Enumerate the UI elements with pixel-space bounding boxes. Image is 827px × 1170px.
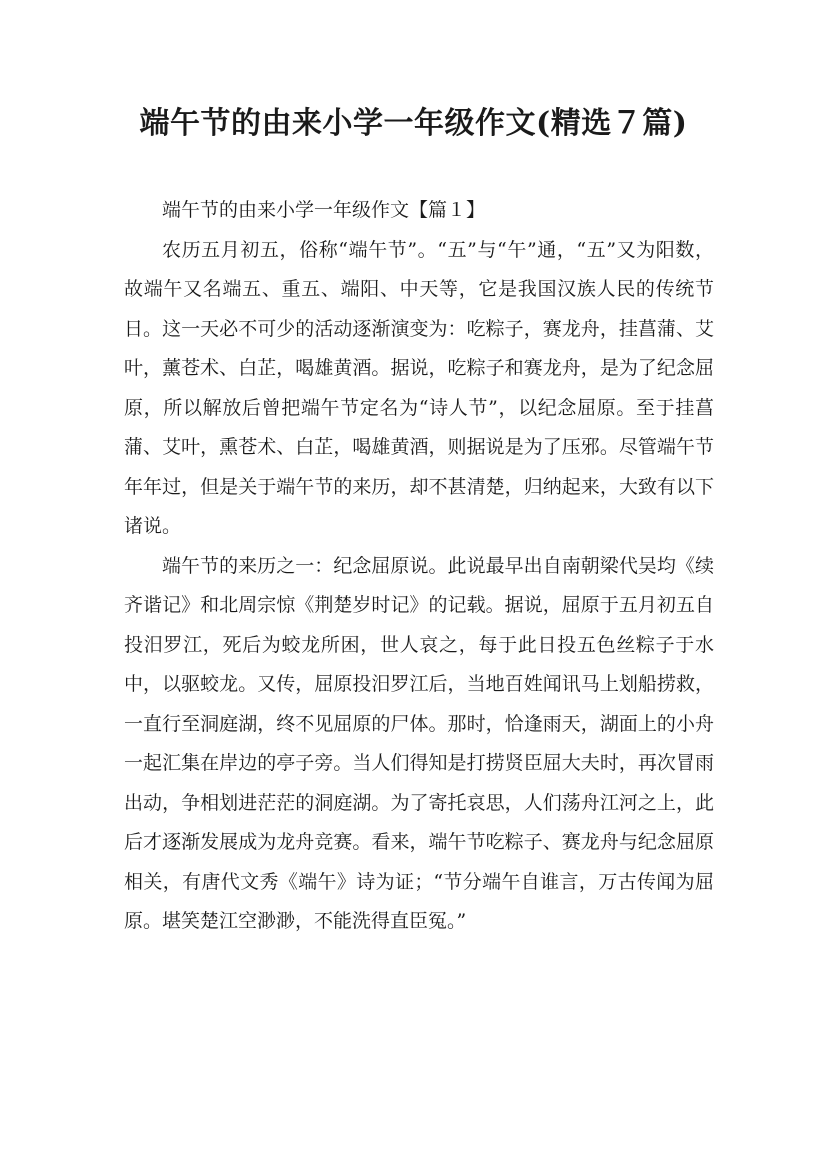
paragraph-1: 农历五月初五，俗称“端午节”。“五”与“午”通，“五”又为阳数，故端午又名端五、重五、端阳、中天等，它是我国汉族人民的传统节日。这一天必不可少的活动逐渐演变为：吃粽子，赛龙舟，挂菖蒲、艾叶，薰苍术、白芷，喝雄黄酒。据说，吃粽子和赛龙舟，是为了纪念屈原，所以解放后曾把端午节定名为“诗人节”，以纪念屈原。至于挂菖蒲、艾叶，熏苍术、白芷，喝雄黄酒，则据说是为了压邪。尽管端午节年年过，但是关于端午节的来历，却不甚清楚，归纳起来，大致有以下诸说。 bbox=[124, 238, 714, 537]
paragraph-2: 端午节的来历之一：纪念屈原说。此说最早出自南朝梁代吴均《续齐谐记》和北周宗惊《荆楚岁时记》的记载。据说，屈原于五月初五自投汨罗江，死后为蛟龙所困，世人哀之，每于此日投五色丝粽子于水中，以驱蛟龙。又传，屈原投汨罗江后，当地百姓闻讯马上划船捞救，一直行至洞庭湖，终不见屈原的尸体。那时，恰逢雨天，湖面上的小舟一起汇集在岸边的亭子旁。当人们得知是打捞贤臣屈大夫时，再次冒雨出动，争相划进茫茫的洞庭湖。为了寄托哀思，人们荡舟江河之上，此后才逐渐发展成为龙舟竞赛。看来，端午节吃粽子、赛龙舟与纪念屈原相关，有唐代文秀《端午》诗为证；“节分端午自谁言，万古传闻为屈原。堪笑楚江空渺渺，不能洗得直臣冤。” bbox=[124, 554, 714, 932]
article-body bbox=[124, 191, 714, 942]
section-heading: 端午节的由来小学一年级作文【篇１】 bbox=[162, 199, 486, 221]
document-title: 端午节的由来小学一年级作文(精选７篇) bbox=[139, 106, 688, 141]
